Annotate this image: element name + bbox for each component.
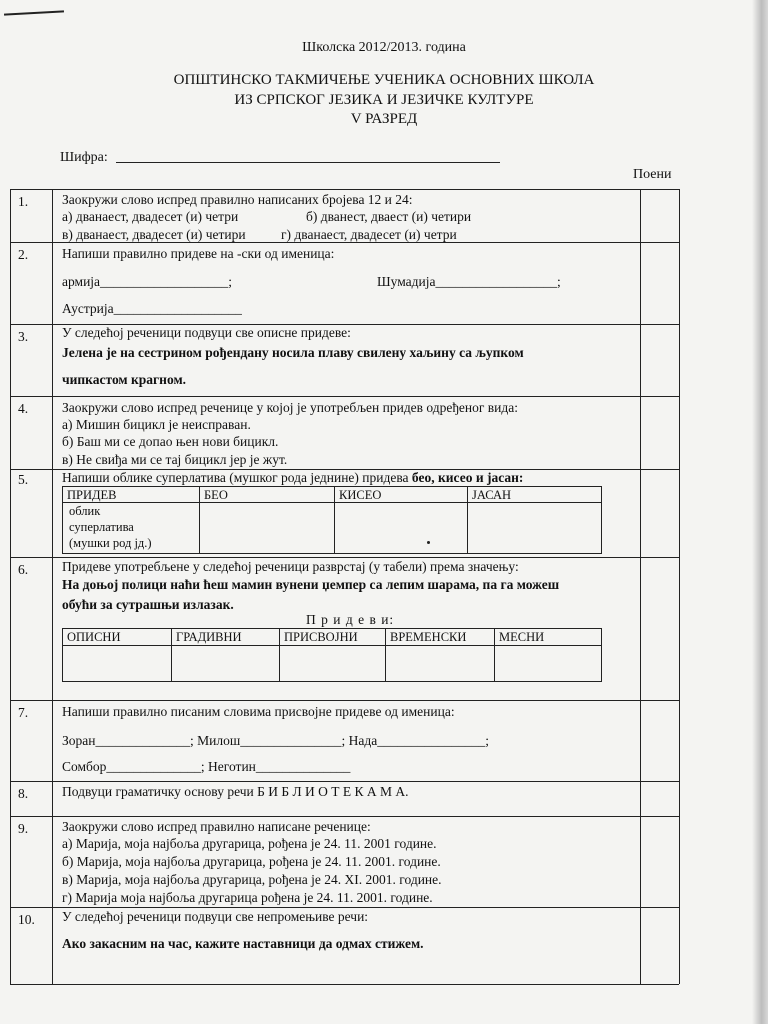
question-9-text: Заокружи слово испред правилно написане реченице: — [62, 819, 371, 834]
q5-answer-beo[interactable] — [199, 502, 335, 554]
scan-mark — [4, 10, 64, 15]
question-number: 8. — [18, 786, 29, 801]
q9-option-b[interactable]: б) Марија, моја најбоља другарица, рођена је 24. 11. 2001. године. — [62, 854, 441, 869]
q1-option-a[interactable]: а) дванаест, двадесет (и) четри — [62, 209, 239, 224]
question-number: 2. — [18, 247, 29, 262]
q5-header-cell — [199, 486, 335, 503]
q5-header-kiselo: КИСЕО — [339, 488, 382, 502]
question-8-text[interactable]: Подвуци граматичку основу речи Б И Б Л И О Т Е К А М А. — [62, 784, 409, 799]
question-1-text: Заокружи слово испред правилно написаних бројева 12 и 24: — [62, 192, 413, 207]
q5-row-label-cell — [62, 502, 200, 554]
question-number: 4. — [18, 401, 29, 416]
code-field[interactable] — [116, 162, 500, 163]
q5-answer-kiselo[interactable] — [334, 502, 468, 554]
q6-answer-locative[interactable] — [494, 645, 602, 682]
points-label: Поени — [633, 167, 672, 182]
question-3-text: У следећој реченици подвуци све описне придеве: — [62, 325, 351, 340]
q5-row-label-3: (мушки род јд.) — [69, 536, 152, 550]
q6-header-descriptive: ОПИСНИ — [67, 630, 121, 644]
competition-title: ОПШТИНСКО ТАКМИЧЕЊЕ УЧЕНИКА ОСНОВНИХ ШКОЛА — [173, 72, 595, 88]
question-4-text: Заокружи слово испред реченице у којој је употребљен придев одређеног вида: — [62, 400, 519, 415]
question-7-text: Напиши правилно писаним словима присвојне придеве од именица: — [62, 704, 455, 719]
q4-option-a[interactable]: а) Мишин бицикл је неисправан. — [62, 417, 251, 432]
q6-header-cell — [62, 628, 172, 646]
q4-option-b[interactable]: б) Баш ми се допао њен нови бицикл. — [62, 434, 279, 449]
q5-answer-jasan[interactable] — [467, 502, 602, 554]
q6-header-material: ГРАДИВНИ — [176, 630, 242, 644]
question-6-text: Придеве употребљене у следећој реченици разврстај (у табели) према значењу: — [62, 559, 519, 574]
subject-title: ИЗ СРПСКОГ ЈЕЗИКА И ЈЕЗИЧКЕ КУЛТУРЕ — [234, 92, 534, 108]
question-number: 5. — [18, 472, 29, 487]
code-label: Шифра: — [60, 150, 108, 165]
q5-header-cell — [334, 486, 468, 503]
q6-sentence-line2: обући за сутрашњи излазак. — [62, 597, 234, 612]
q6-header-possessive: ПРИСВОЈНИ — [284, 630, 358, 644]
q2-answer-sumadija[interactable]: Шумадија__________________; — [377, 274, 561, 289]
right-edge-shadow — [752, 0, 768, 1024]
question-5-text — [62, 469, 523, 486]
grade-title: V РАЗРЕД — [350, 111, 418, 127]
q9-option-d[interactable]: г) Марија моја најбоља другарица рођена је 24. 11. 2001. године. — [62, 890, 433, 905]
q6-answer-descriptive[interactable] — [62, 645, 172, 682]
q6-answer-possessive[interactable] — [279, 645, 386, 682]
q6-answer-temporal[interactable] — [385, 645, 495, 682]
q6-header-cell — [385, 628, 495, 646]
q4-option-c[interactable]: в) Не свиђа ми се тај бицикл јер је жут. — [62, 452, 288, 467]
q5-header-adjective: ПРИДЕВ — [67, 488, 117, 502]
q10-sentence[interactable]: Ако закасним на час, кажите наставници да одмах стижем. — [62, 936, 424, 951]
q5-header-cell — [62, 486, 200, 503]
question-number: 10. — [18, 912, 35, 927]
q6-sentence-line1: На доњој полици наћи ћеш мамин вунени џемпер са лепим шарама, па га можеш — [62, 577, 560, 592]
q2-answer-army[interactable]: армија___________________; — [62, 274, 233, 289]
q5-text-plain: Напиши облике суперлатива (мушког рода једнине) придева — [62, 470, 412, 485]
question-number: 9. — [18, 821, 29, 836]
question-number: 6. — [18, 562, 29, 577]
q9-option-a[interactable]: а) Марија, моја најбоља другарица, рођена је 24. 11. 2001 године. — [62, 836, 437, 851]
ink-dot — [427, 541, 430, 544]
q6-header-cell — [494, 628, 602, 646]
q6-header-locative: МЕСНИ — [499, 630, 545, 644]
question-number: 7. — [18, 705, 29, 720]
school-year: Школска 2012/2013. година — [302, 40, 466, 55]
q5-text-bold: бео, кисео и јасан: — [411, 470, 524, 485]
q1-option-d[interactable]: г) дванаест, двадесет (и) четри — [281, 227, 457, 242]
q3-sentence-line1[interactable]: Јелена је на сестрином рођендану носила плаву свилену хаљину са љупком — [62, 345, 524, 360]
q5-header-jasan: ЈАСАН — [472, 488, 512, 502]
question-2-text: Напиши правилно придеве на -ски од именица: — [62, 246, 335, 261]
question-10-text: У следећој реченици подвуци све непромењиве речи: — [62, 909, 369, 924]
q5-header-cell — [467, 486, 602, 503]
q9-option-c[interactable]: в) Марија, моја најбоља другарица, рођена је 24. XI. 2001. године. — [62, 872, 442, 887]
question-number: 3. — [18, 329, 29, 344]
question-number: 1. — [18, 194, 29, 209]
q3-sentence-line2[interactable]: чипкастом крагном. — [62, 372, 187, 387]
q7-answer-line2[interactable]: Сомбор______________; Неготин______________ — [62, 759, 351, 774]
q6-header-cell — [279, 628, 386, 646]
q6-answer-material[interactable] — [171, 645, 280, 682]
q5-row-label-2: суперлатива — [69, 520, 134, 534]
q7-answer-line1[interactable]: Зоран______________; Милош_______________; Нада________________; — [62, 733, 489, 748]
q5-row-label-1: облик — [69, 504, 101, 518]
q5-header-beo: БЕО — [204, 488, 228, 502]
q1-option-b[interactable]: б) дванест, дваест (и) четири — [306, 209, 472, 224]
q6-header-temporal: ВРЕМЕНСКИ — [390, 630, 467, 644]
q1-option-c[interactable]: в) дванаест, двадесет (и) четири — [62, 227, 246, 242]
q2-answer-austria[interactable]: Аустрија___________________ — [62, 301, 242, 316]
q6-header-cell — [171, 628, 280, 646]
q6-table-title: П р и д е в и: — [306, 612, 395, 627]
